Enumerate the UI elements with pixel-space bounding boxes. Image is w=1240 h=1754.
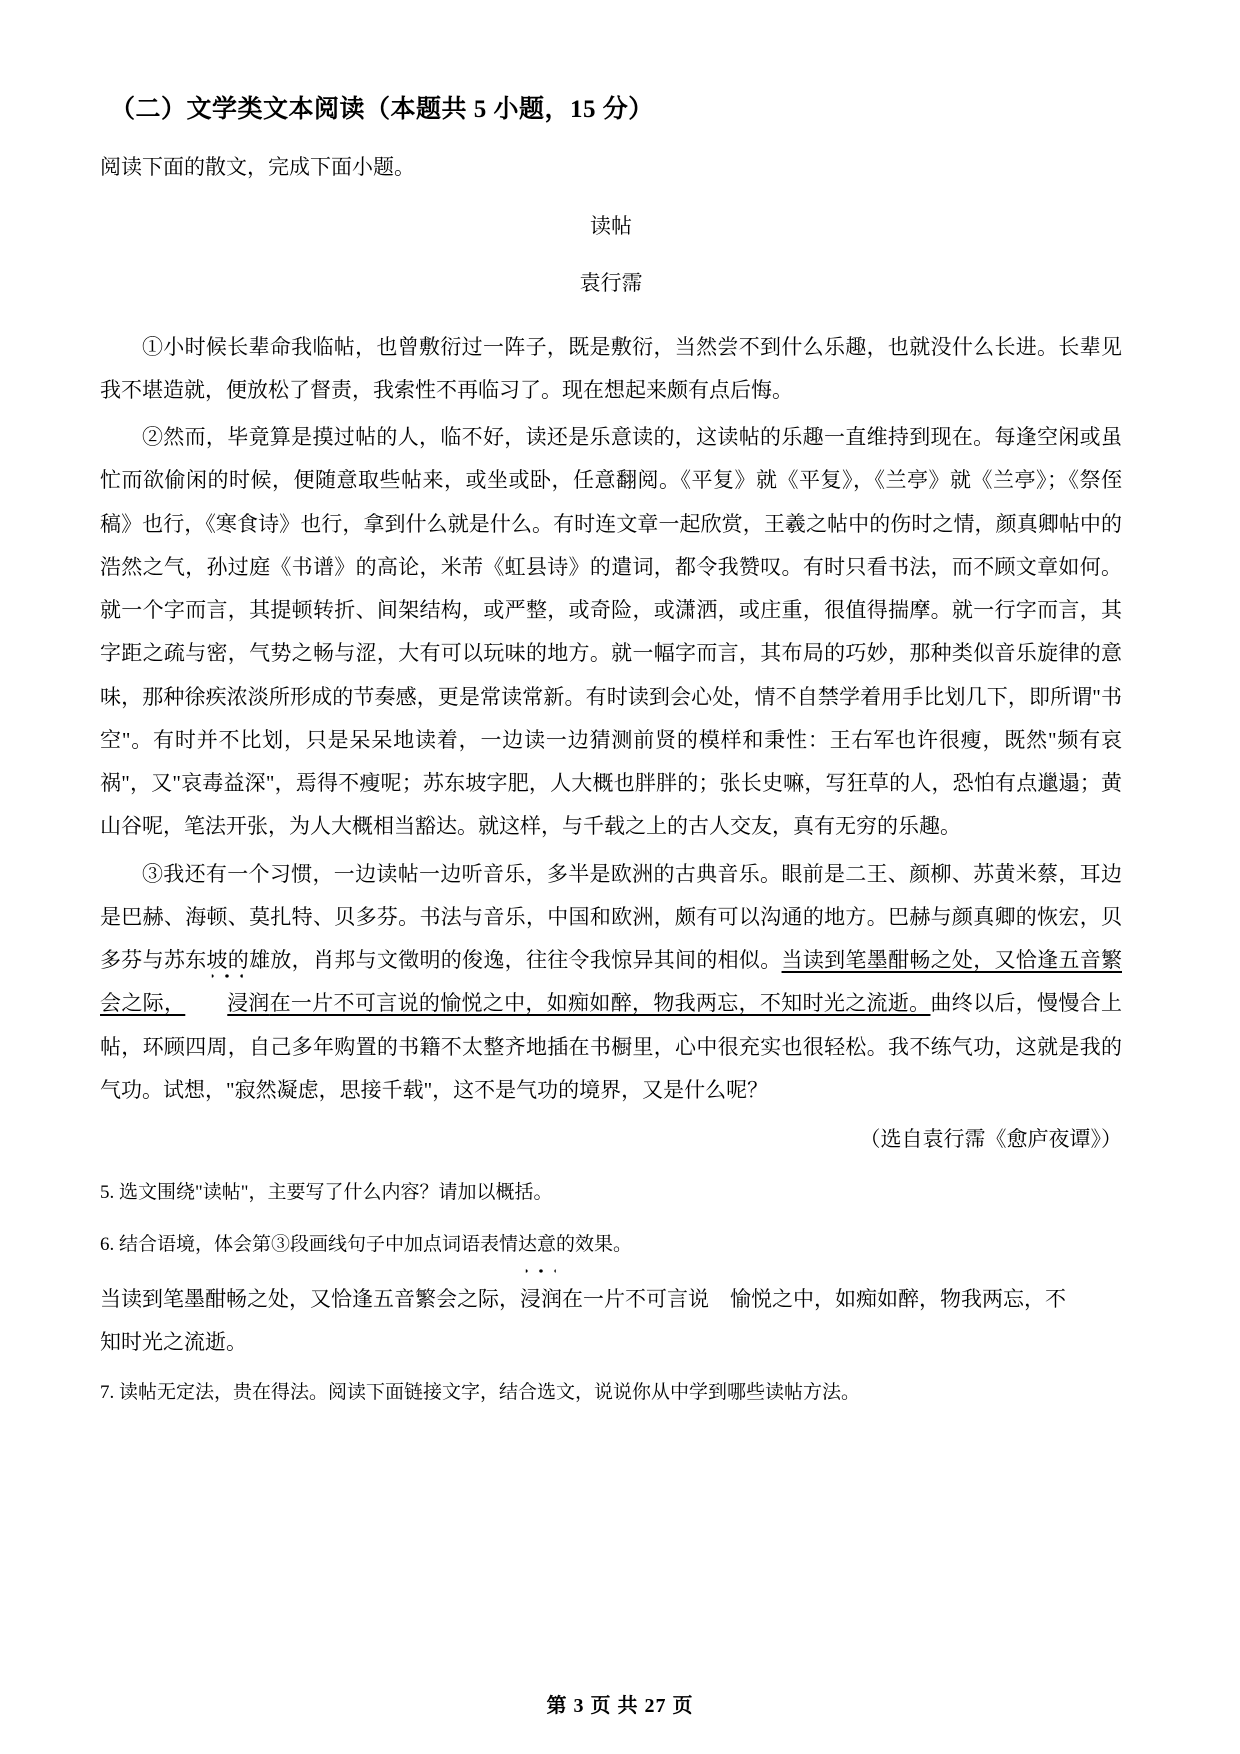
quoted-part-3: 知时光之流逝。 bbox=[100, 1330, 247, 1355]
section-heading: （二）文学类文本阅读（本题共 5 小题，15 分） bbox=[110, 96, 654, 123]
question-6: 6. 结合语境，体会第③段画线句子中加点词语表情达意的效果。 bbox=[100, 1233, 633, 1255]
passage-title: 读帖 bbox=[590, 213, 632, 238]
quoted-part-1: 当读到笔墨酣畅之处，又恰逢五音繁会之际， bbox=[100, 1286, 520, 1311]
page-footer: 第 3 页 共 27 页 bbox=[546, 1695, 694, 1717]
paragraph-3-text-before-underline: ③我还有一个习惯，一边读帖一边听音乐，多半是欧洲的古典音乐。眼前是二王、颜柳、苏黄米蔡，耳边是巴赫、海顿、莫扎特、贝多芬。书法与音乐，中国和欧洲，颇有可以沟通的地方。巴赫与颜真卿的恢宏，贝多芬与苏东坡的雄放，肖邦与文徵明的俊逸，往往令我惊异其间的相似。 bbox=[100, 861, 1122, 973]
paragraph-3-underlined-part-2: 在一片不可言说的愉悦之中，如痴如醉，物我两忘，不知时光之流逝。 bbox=[269, 991, 931, 1016]
question-6-quoted-sentence bbox=[100, 1278, 1122, 1365]
passage-paragraph-1: ①小时候长辈命我临帖，也曾敷衍过一阵子，既是敷衍，当然尝不到什么乐趣，也就没什么长进。长辈见我不堪造就，便放松了督责，我索性不再临习了。现在想起来颇有点后悔。 bbox=[100, 334, 1122, 402]
quoted-dotted-word: 浸润 bbox=[520, 1278, 562, 1321]
reading-instruction: 阅读下面的散文，完成下面小题。 bbox=[100, 155, 415, 179]
question-5: 5. 选文围绕"读帖"，主要写了什么内容？请加以概括。 bbox=[100, 1181, 553, 1203]
paragraph-3-dotted-word: 浸润 bbox=[185, 982, 269, 1025]
quoted-part-2: 在一片不可言说 愉悦之中，如痴如醉，物我两忘，不 bbox=[562, 1286, 1066, 1311]
passage-source-note: （选自袁行霈《愈庐夜谭》） bbox=[859, 1127, 1122, 1152]
paragraph-3-text-after-underline: 曲终以后，慢慢合上帖，环顾四周，自己多年购置的书籍不太整齐地插在书橱里，心中很充实也很轻松。我不练气功，这就是我的气功。试想，"寂然凝虑，思接千载"，这不是气功的境界，又是什么呢？ bbox=[100, 991, 1123, 1102]
passage-paragraph-2: ②然而，毕竟算是摸过帖的人，临不好，读还是乐意读的，这读帖的乐趣一直维持到现在。每逢空闲或虽忙而欲偷闲的时候，便随意取些帖来，或坐或卧，任意翻阅。《平复》就《平复》，《兰亭》就《兰亭》；《祭侄稿》也行，《寒食诗》也行，拿到什么就是什么。有时连文章一起欣赏，王羲之帖中的伤时之情，颜真卿帖中的浩然之气，孙过庭《书谱》的高论，米芾《虹县诗》的遣词，都令我赞叹。有时只看书法，而不顾文章如何。就一个字而言，其提顿转折、间架结构，或严整，或奇险，或潇洒，或庄重，很值得揣摩。就一行字而言，其字距之疏与密，气势之畅与涩，大有可以玩味的地方。就一幅字而言，其布局的巧妙，那种类似音乐旋律的意味，那种徐疾浓淡所形成的节奏感，更是常读常新。有时读到会心处，情不自禁学着用手比划几下，即所谓"书空"。有时并不比划，只是呆呆地读着，一边读一边猜测前贤的模样和秉性：王右军也许很瘦，既然"频有哀祸"，又"哀毒益深"，焉得不瘦呢；苏东坡字肥，人大概也胖胖的；张长史嘛，写狂草的人，恐怕有点邋遢；黄山谷呢，笔法开张，为人大概相当豁达。就这样，与千载之上的古人交友，真有无穷的乐趣。 bbox=[100, 425, 1122, 839]
passage-paragraph-3 bbox=[100, 853, 1122, 1113]
paragraph-3-underlined-part-1: 当读到笔墨酣畅之处，又恰逢五音繁会之际， bbox=[100, 948, 1122, 1016]
passage-author: 袁行霈 bbox=[579, 271, 643, 296]
question-7: 7. 读帖无定法，贵在得法。阅读下面链接文字，结合选文，说说你从中学到哪些读帖方法。 bbox=[100, 1382, 861, 1404]
